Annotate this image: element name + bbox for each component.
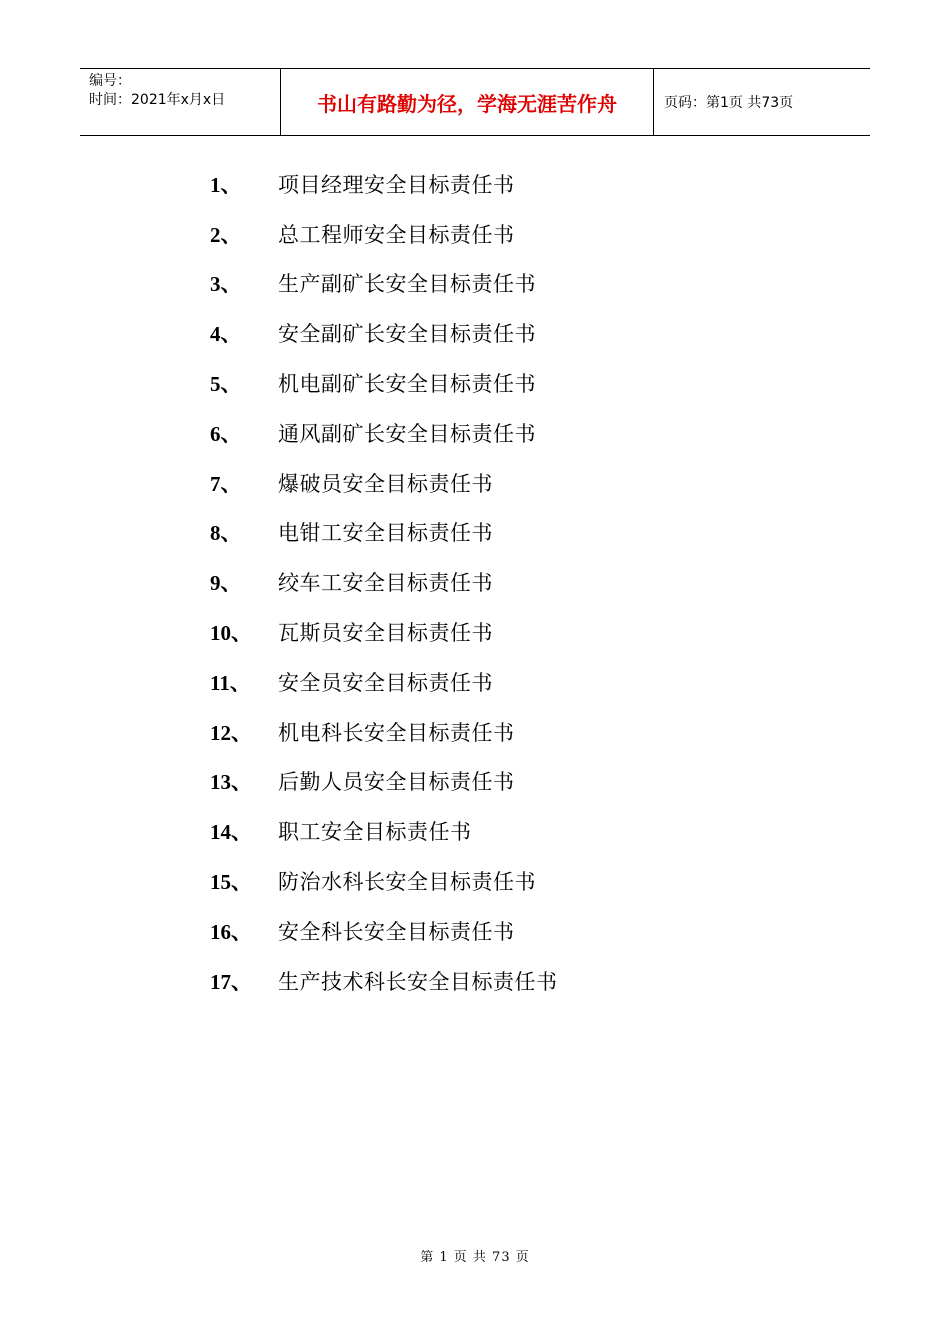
item-number: 17、 (210, 969, 252, 994)
item-number: 9、 (210, 571, 242, 596)
item-title: 后勤人员安全目标责任书 (278, 770, 515, 795)
list-item (210, 707, 558, 757)
item-title: 瓦斯员安全目标责任书 (278, 621, 493, 646)
item-title: 机电副矿长安全目标责任书 (278, 372, 536, 397)
list-item (210, 358, 558, 408)
header-meta (80, 69, 281, 135)
list-item (210, 906, 558, 956)
item-number: 15、 (210, 870, 252, 895)
item-title: 防治水科长安全目标责任书 (278, 870, 536, 895)
item-number: 10、 (210, 621, 252, 646)
list-item (210, 308, 558, 358)
item-title: 生产副矿长安全目标责任书 (278, 272, 536, 297)
item-number: 7、 (210, 471, 242, 496)
item-number: 14、 (210, 820, 252, 845)
list-item (210, 956, 558, 1006)
item-title: 安全员安全目标责任书 (278, 670, 493, 695)
item-title: 机电科长安全目标责任书 (278, 720, 515, 745)
list-item (210, 856, 558, 906)
item-title: 电钳工安全目标责任书 (278, 521, 493, 546)
serial-label: 编号： (89, 73, 131, 89)
item-number: 13、 (210, 770, 252, 795)
item-number: 8、 (210, 521, 242, 546)
page-header (80, 68, 870, 136)
time-label: 时间：2021年x月x日 (89, 92, 226, 108)
list-item (210, 209, 558, 259)
list-item (210, 508, 558, 558)
list-item (210, 607, 558, 657)
header-page-info: 页码：第1页 共73页 (664, 95, 794, 111)
list-item (210, 259, 558, 309)
item-title: 生产技术科长安全目标责任书 (278, 969, 558, 994)
item-number: 3、 (210, 272, 242, 297)
item-title: 总工程师安全目标责任书 (278, 222, 515, 247)
list-item (210, 557, 558, 607)
item-title: 爆破员安全目标责任书 (278, 471, 493, 496)
list-item (210, 757, 558, 807)
item-number: 6、 (210, 421, 242, 446)
list-item (210, 806, 558, 856)
item-number: 16、 (210, 919, 252, 944)
item-number: 1、 (210, 172, 242, 197)
item-number: 5、 (210, 372, 242, 397)
item-number: 2、 (210, 222, 242, 247)
toc-list (210, 159, 558, 1006)
item-title: 职工安全目标责任书 (278, 820, 472, 845)
item-number: 12、 (210, 720, 252, 745)
list-item (210, 657, 558, 707)
item-title: 项目经理安全目标责任书 (278, 172, 515, 197)
item-number: 11、 (210, 670, 251, 695)
item-title: 绞车工安全目标责任书 (278, 571, 493, 596)
item-title: 安全副矿长安全目标责任书 (278, 322, 536, 347)
list-item (210, 159, 558, 209)
page-footer: 第 1 页 共 73 页 (420, 1250, 530, 1265)
item-title: 通风副矿长安全目标责任书 (278, 421, 536, 446)
item-number: 4、 (210, 322, 242, 347)
header-motto: 书山有路勤为径，学海无涯苦作舟 (281, 69, 654, 135)
list-item (210, 408, 558, 458)
list-item (210, 458, 558, 508)
item-title: 安全科长安全目标责任书 (278, 919, 515, 944)
